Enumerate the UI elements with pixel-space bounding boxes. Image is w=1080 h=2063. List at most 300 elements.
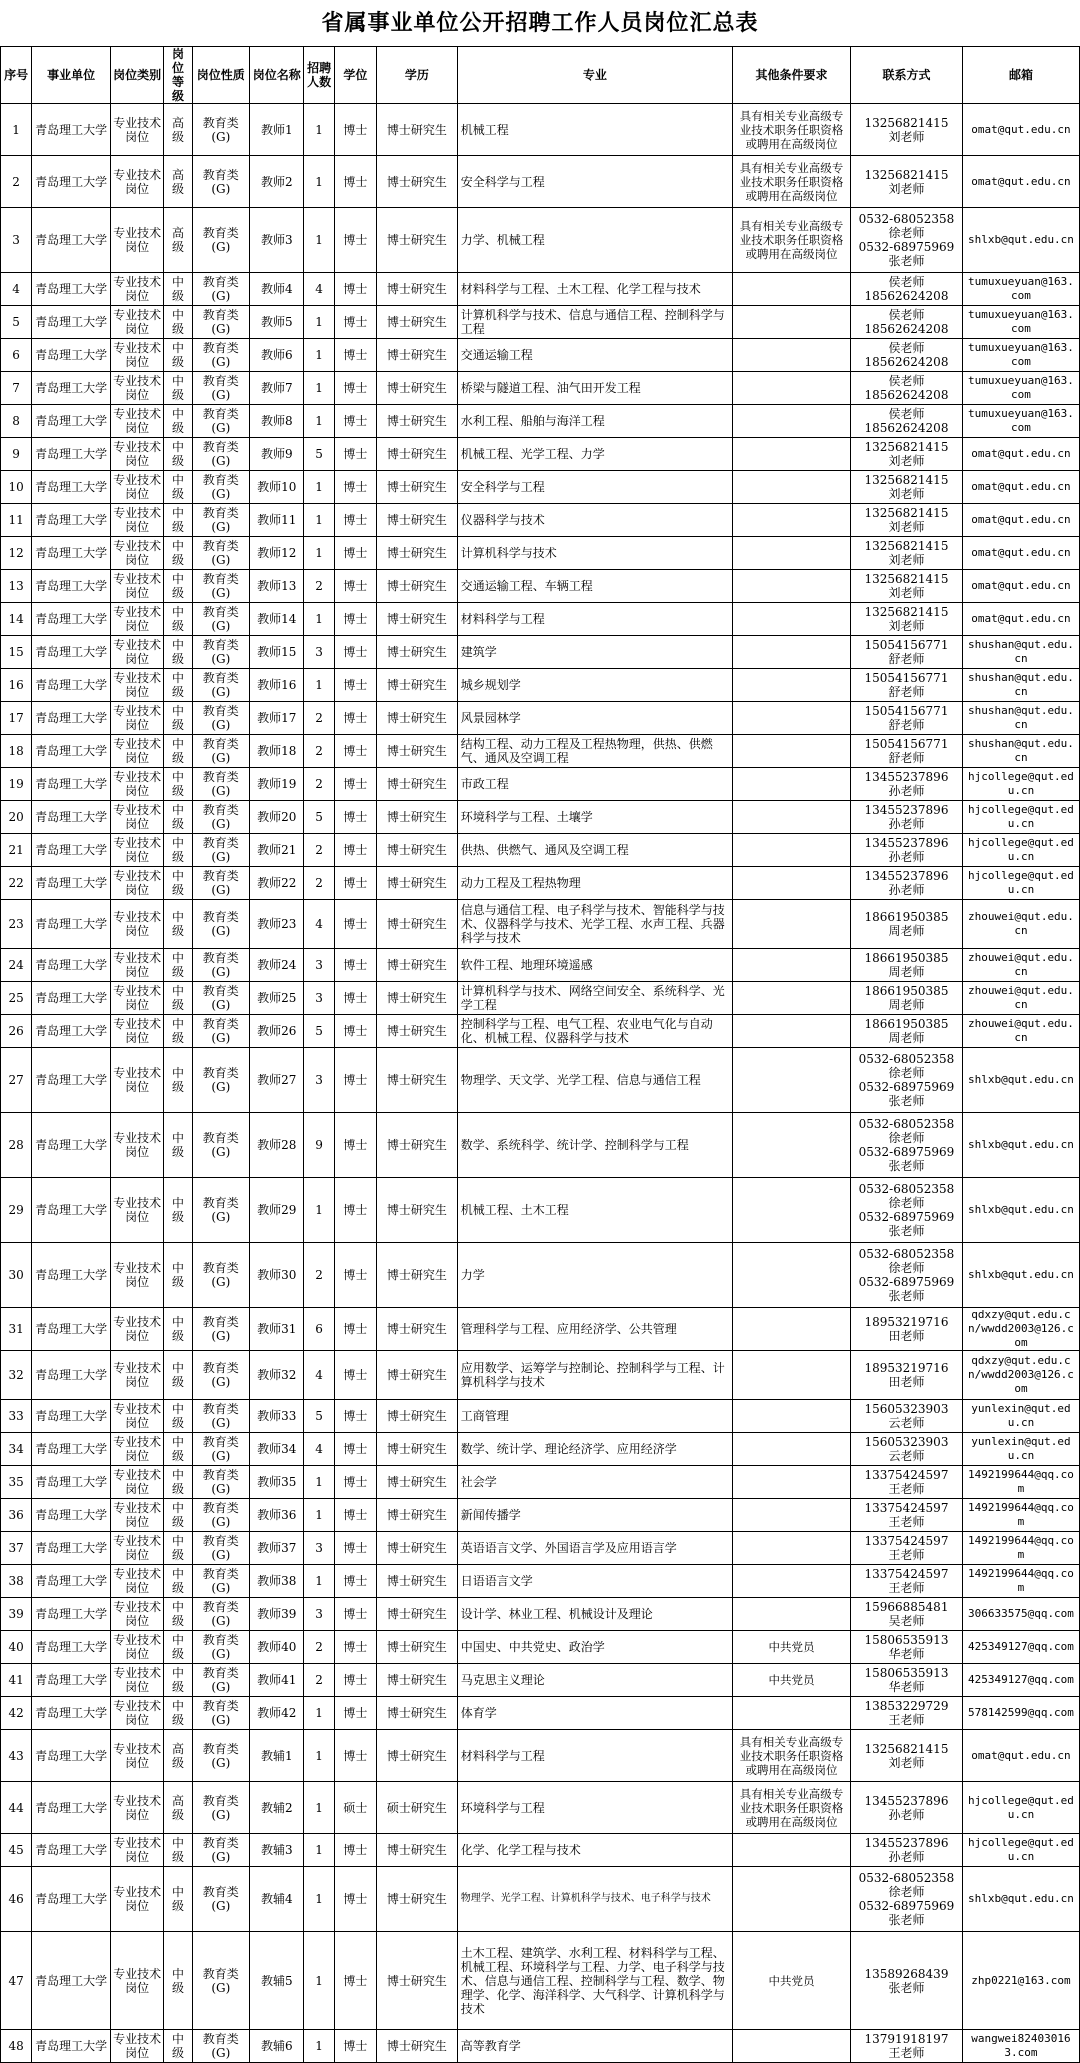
position-name: 教师11	[250, 504, 304, 537]
contact: 13455237896 孙老师	[851, 867, 963, 900]
row-number: 8	[1, 405, 32, 438]
email: omat@qut.edu.cn	[962, 570, 1079, 603]
hire-count: 1	[304, 1565, 334, 1598]
education: 博士研究生	[377, 405, 458, 438]
hire-count: 1	[304, 603, 334, 636]
email: shushan@qut.edu.cn	[962, 636, 1079, 669]
hire-count: 3	[304, 1048, 334, 1113]
requirements	[733, 1048, 851, 1113]
education: 博士研究生	[377, 1867, 458, 1932]
requirements	[733, 669, 851, 702]
unit-name: 青岛理工大学	[32, 1351, 111, 1400]
row-number: 35	[1, 1466, 32, 1499]
degree: 博士	[334, 900, 376, 949]
email: omat@qut.edu.cn	[962, 504, 1079, 537]
position-nature: 教育类(G)	[192, 867, 249, 900]
major: 安全科学与工程	[457, 471, 732, 504]
position-nature: 教育类(G)	[192, 1243, 249, 1308]
position-level: 中级	[164, 537, 192, 570]
major: 环境科学与工程	[457, 1782, 732, 1834]
table-row	[1, 1400, 1080, 1433]
degree: 博士	[334, 504, 376, 537]
position-nature: 教育类(G)	[192, 1932, 249, 2030]
position-category: 专业技术岗位	[110, 801, 163, 834]
row-number: 1	[1, 104, 32, 156]
row-number: 4	[1, 273, 32, 306]
position-category: 专业技术岗位	[110, 438, 163, 471]
position-nature: 教育类(G)	[192, 982, 249, 1015]
position-level: 高级	[164, 1782, 192, 1834]
degree: 博士	[334, 1867, 376, 1932]
position-category: 专业技术岗位	[110, 1730, 163, 1782]
unit-name: 青岛理工大学	[32, 982, 111, 1015]
hire-count: 1	[304, 1782, 334, 1834]
position-name: 教辅2	[250, 1782, 304, 1834]
table-row	[1, 471, 1080, 504]
requirements: 中共党员	[733, 1932, 851, 2030]
position-name: 教师7	[250, 372, 304, 405]
position-nature: 教育类(G)	[192, 104, 249, 156]
degree: 博士	[334, 702, 376, 735]
position-level: 中级	[164, 867, 192, 900]
position-category: 专业技术岗位	[110, 1048, 163, 1113]
row-number: 13	[1, 570, 32, 603]
degree: 博士	[334, 471, 376, 504]
table-row	[1, 1730, 1080, 1782]
unit-name: 青岛理工大学	[32, 1532, 111, 1565]
position-level: 中级	[164, 1048, 192, 1113]
position-name: 教师4	[250, 273, 304, 306]
hire-count: 3	[304, 949, 334, 982]
table-row	[1, 636, 1080, 669]
degree: 博士	[334, 537, 376, 570]
education: 博士研究生	[377, 1532, 458, 1565]
position-level: 中级	[164, 669, 192, 702]
table-row	[1, 1598, 1080, 1631]
unit-name: 青岛理工大学	[32, 1178, 111, 1243]
position-category: 专业技术岗位	[110, 1113, 163, 1178]
position-nature: 教育类(G)	[192, 900, 249, 949]
position-level: 中级	[164, 570, 192, 603]
position-name: 教师26	[250, 1015, 304, 1048]
contact: 13589268439 张老师	[851, 1932, 963, 2030]
hire-count: 1	[304, 1466, 334, 1499]
position-name: 教师42	[250, 1697, 304, 1730]
header-degree: 学位	[334, 47, 376, 104]
row-number: 33	[1, 1400, 32, 1433]
email: omat@qut.edu.cn	[962, 1730, 1079, 1782]
education: 博士研究生	[377, 1697, 458, 1730]
position-nature: 教育类(G)	[192, 1015, 249, 1048]
table-row	[1, 702, 1080, 735]
degree: 博士	[334, 1178, 376, 1243]
position-nature: 教育类(G)	[192, 1048, 249, 1113]
degree: 博士	[334, 867, 376, 900]
major: 信息与通信工程、电子科学与技术、智能科学与技术、仪器科学与技术、光学工程、水声工程、兵器科学与技术	[457, 900, 732, 949]
position-level: 中级	[164, 636, 192, 669]
education: 博士研究生	[377, 1015, 458, 1048]
email: yunlexin@qut.edu.cn	[962, 1433, 1079, 1466]
major: 机械工程	[457, 104, 732, 156]
position-nature: 教育类(G)	[192, 636, 249, 669]
email: 1492199644@qq.com	[962, 1532, 1079, 1565]
education: 博士研究生	[377, 735, 458, 768]
contact: 13375424597 王老师	[851, 1466, 963, 1499]
major: 材料科学与工程	[457, 603, 732, 636]
row-number: 26	[1, 1015, 32, 1048]
email: tumuxueyuan@163.com	[962, 306, 1079, 339]
position-name: 教师16	[250, 669, 304, 702]
requirements	[733, 1351, 851, 1400]
contact: 15966885481 吴老师	[851, 1598, 963, 1631]
unit-name: 青岛理工大学	[32, 603, 111, 636]
degree: 博士	[334, 1351, 376, 1400]
degree: 博士	[334, 949, 376, 982]
major: 水利工程、船舶与海洋工程	[457, 405, 732, 438]
degree: 博士	[334, 2030, 376, 2063]
major: 风景园林学	[457, 702, 732, 735]
hire-count: 1	[304, 208, 334, 273]
education: 博士研究生	[377, 949, 458, 982]
degree: 博士	[334, 669, 376, 702]
requirements	[733, 1466, 851, 1499]
education: 博士研究生	[377, 537, 458, 570]
table-row	[1, 2030, 1080, 2063]
row-number: 16	[1, 669, 32, 702]
email: 425349127@qq.com	[962, 1631, 1079, 1664]
row-number: 23	[1, 900, 32, 949]
education: 博士研究生	[377, 834, 458, 867]
table-row	[1, 1178, 1080, 1243]
position-name: 教师37	[250, 1532, 304, 1565]
major: 软件工程、地理环境遥感	[457, 949, 732, 982]
requirements	[733, 339, 851, 372]
contact: 13256821415 刘老师	[851, 438, 963, 471]
position-category: 专业技术岗位	[110, 768, 163, 801]
unit-name: 青岛理工大学	[32, 735, 111, 768]
requirements	[733, 900, 851, 949]
row-number: 12	[1, 537, 32, 570]
requirements: 具有相关专业高级专业技术职务任职资格或聘用在高级岗位	[733, 208, 851, 273]
contact: 13455237896 孙老师	[851, 1782, 963, 1834]
hire-count: 1	[304, 1932, 334, 2030]
requirements: 具有相关专业高级专业技术职务任职资格或聘用在高级岗位	[733, 1782, 851, 1834]
education: 博士研究生	[377, 1834, 458, 1867]
requirements	[733, 834, 851, 867]
contact: 18661950385 周老师	[851, 982, 963, 1015]
unit-name: 青岛理工大学	[32, 768, 111, 801]
contact: 18661950385 周老师	[851, 900, 963, 949]
contact: 13256821415 刘老师	[851, 104, 963, 156]
position-level: 中级	[164, 372, 192, 405]
major: 物理学、光学工程、计算机科学与技术、电子科学与技术	[457, 1867, 732, 1932]
major: 土木工程、建筑学、水利工程、材料科学与工程、机械工程、环境科学与工程、力学、电子科学与技术、信息与通信工程、控制科学与工程、数学、物理学、化学、海洋科学、大气科学、计算机科学与技术	[457, 1932, 732, 2030]
unit-name: 青岛理工大学	[32, 1664, 111, 1697]
position-name: 教师39	[250, 1598, 304, 1631]
row-number: 2	[1, 156, 32, 208]
position-name: 教师1	[250, 104, 304, 156]
position-category: 专业技术岗位	[110, 1631, 163, 1664]
major: 建筑学	[457, 636, 732, 669]
position-nature: 教育类(G)	[192, 372, 249, 405]
row-number: 45	[1, 1834, 32, 1867]
major: 结构工程、动力工程及工程热物理，供热、供燃气、通风及空调工程	[457, 735, 732, 768]
hire-count: 3	[304, 982, 334, 1015]
position-nature: 教育类(G)	[192, 1113, 249, 1178]
contact: 13256821415 刘老师	[851, 156, 963, 208]
email: wangwei824030163.com	[962, 2030, 1079, 2063]
contact: 13455237896 孙老师	[851, 801, 963, 834]
unit-name: 青岛理工大学	[32, 2030, 111, 2063]
position-name: 教师9	[250, 438, 304, 471]
position-category: 专业技术岗位	[110, 1308, 163, 1351]
position-category: 专业技术岗位	[110, 1499, 163, 1532]
header-education: 学历	[377, 47, 458, 104]
requirements	[733, 636, 851, 669]
position-category: 专业技术岗位	[110, 900, 163, 949]
requirements	[733, 306, 851, 339]
hire-count: 5	[304, 438, 334, 471]
position-name: 教师22	[250, 867, 304, 900]
position-name: 教师8	[250, 405, 304, 438]
row-number: 36	[1, 1499, 32, 1532]
position-category: 专业技术岗位	[110, 636, 163, 669]
education: 博士研究生	[377, 570, 458, 603]
position-nature: 教育类(G)	[192, 504, 249, 537]
requirements	[733, 603, 851, 636]
position-category: 专业技术岗位	[110, 1532, 163, 1565]
table-row	[1, 1532, 1080, 1565]
contact: 18661950385 周老师	[851, 949, 963, 982]
contact: 13375424597 王老师	[851, 1499, 963, 1532]
row-number: 28	[1, 1113, 32, 1178]
hire-count: 1	[304, 1867, 334, 1932]
major: 英语语言文学、外国语言学及应用语言学	[457, 1532, 732, 1565]
table-row	[1, 1433, 1080, 1466]
degree: 博士	[334, 104, 376, 156]
position-level: 高级	[164, 156, 192, 208]
position-nature: 教育类(G)	[192, 1598, 249, 1631]
email: shlxb@qut.edu.cn	[962, 208, 1079, 273]
position-category: 专业技术岗位	[110, 1932, 163, 2030]
education: 博士研究生	[377, 1113, 458, 1178]
email: tumuxueyuan@163.com	[962, 339, 1079, 372]
contact: 0532-68052358 徐老师 0532-68975969 张老师	[851, 1113, 963, 1178]
position-category: 专业技术岗位	[110, 1664, 163, 1697]
position-nature: 教育类(G)	[192, 1178, 249, 1243]
position-nature: 教育类(G)	[192, 1565, 249, 1598]
unit-name: 青岛理工大学	[32, 1048, 111, 1113]
contact: 0532-68052358 徐老师 0532-68975969 张老师	[851, 1048, 963, 1113]
position-level: 高级	[164, 1730, 192, 1782]
hire-count: 5	[304, 801, 334, 834]
education: 博士研究生	[377, 306, 458, 339]
requirements	[733, 273, 851, 306]
degree: 博士	[334, 1499, 376, 1532]
row-number: 46	[1, 1867, 32, 1932]
table-row	[1, 1932, 1080, 2030]
email: shushan@qut.edu.cn	[962, 702, 1079, 735]
position-nature: 教育类(G)	[192, 1664, 249, 1697]
requirements	[733, 405, 851, 438]
position-name: 教辅1	[250, 1730, 304, 1782]
position-level: 中级	[164, 1697, 192, 1730]
hire-count: 1	[304, 372, 334, 405]
unit-name: 青岛理工大学	[32, 1932, 111, 2030]
email: 425349127@qq.com	[962, 1664, 1079, 1697]
position-category: 专业技术岗位	[110, 1782, 163, 1834]
hire-count: 5	[304, 1015, 334, 1048]
table-row	[1, 1243, 1080, 1308]
position-nature: 教育类(G)	[192, 1782, 249, 1834]
header-position: 岗位名称	[250, 47, 304, 104]
position-name: 教师5	[250, 306, 304, 339]
education: 博士研究生	[377, 1308, 458, 1351]
position-level: 中级	[164, 1631, 192, 1664]
major: 市政工程	[457, 768, 732, 801]
requirements	[733, 768, 851, 801]
major: 动力工程及工程热物理	[457, 867, 732, 900]
contact: 15605323903 云老师	[851, 1400, 963, 1433]
contact: 侯老师 18562624208	[851, 339, 963, 372]
position-level: 中级	[164, 982, 192, 1015]
requirements: 中共党员	[733, 1664, 851, 1697]
contact: 13455237896 孙老师	[851, 768, 963, 801]
position-level: 中级	[164, 438, 192, 471]
education: 博士研究生	[377, 603, 458, 636]
table-row	[1, 504, 1080, 537]
major: 工商管理	[457, 1400, 732, 1433]
position-category: 专业技术岗位	[110, 834, 163, 867]
row-number: 19	[1, 768, 32, 801]
position-name: 教辅4	[250, 1867, 304, 1932]
unit-name: 青岛理工大学	[32, 104, 111, 156]
email: qdxzy@qut.edu.cn/wwdd2003@126.com	[962, 1308, 1079, 1351]
major: 安全科学与工程	[457, 156, 732, 208]
requirements	[733, 1308, 851, 1351]
major: 材料科学与工程、土木工程、化学工程与技术	[457, 273, 732, 306]
position-level: 中级	[164, 1466, 192, 1499]
position-level: 中级	[164, 471, 192, 504]
education: 博士研究生	[377, 1048, 458, 1113]
unit-name: 青岛理工大学	[32, 1565, 111, 1598]
header-requirements: 其他条件要求	[733, 47, 851, 104]
hire-count: 3	[304, 1532, 334, 1565]
row-number: 34	[1, 1433, 32, 1466]
major: 交通运输工程	[457, 339, 732, 372]
table-row	[1, 570, 1080, 603]
position-nature: 教育类(G)	[192, 1867, 249, 1932]
email: qdxzy@qut.edu.cn/wwdd2003@126.com	[962, 1351, 1079, 1400]
requirements: 具有相关专业高级专业技术职务任职资格或聘用在高级岗位	[733, 156, 851, 208]
position-category: 专业技术岗位	[110, 156, 163, 208]
position-nature: 教育类(G)	[192, 735, 249, 768]
hire-count: 1	[304, 1834, 334, 1867]
position-nature: 教育类(G)	[192, 156, 249, 208]
unit-name: 青岛理工大学	[32, 1782, 111, 1834]
table-row	[1, 1015, 1080, 1048]
row-number: 39	[1, 1598, 32, 1631]
position-name: 教师41	[250, 1664, 304, 1697]
position-name: 教师25	[250, 982, 304, 1015]
major: 设计学、林业工程、机械设计及理论	[457, 1598, 732, 1631]
unit-name: 青岛理工大学	[32, 1730, 111, 1782]
position-nature: 教育类(G)	[192, 834, 249, 867]
position-nature: 教育类(G)	[192, 208, 249, 273]
unit-name: 青岛理工大学	[32, 702, 111, 735]
degree: 博士	[334, 834, 376, 867]
degree: 博士	[334, 405, 376, 438]
email: hjcollege@qut.edu.cn	[962, 1834, 1079, 1867]
position-name: 教师2	[250, 156, 304, 208]
position-level: 中级	[164, 1867, 192, 1932]
position-level: 中级	[164, 1178, 192, 1243]
table-row	[1, 1466, 1080, 1499]
email: hjcollege@qut.edu.cn	[962, 867, 1079, 900]
hire-count: 4	[304, 273, 334, 306]
major: 力学、机械工程	[457, 208, 732, 273]
degree: 博士	[334, 208, 376, 273]
contact: 15806535913 华老师	[851, 1631, 963, 1664]
unit-name: 青岛理工大学	[32, 1631, 111, 1664]
position-level: 中级	[164, 273, 192, 306]
position-category: 专业技术岗位	[110, 1565, 163, 1598]
requirements	[733, 504, 851, 537]
education: 博士研究生	[377, 1243, 458, 1308]
email: shlxb@qut.edu.cn	[962, 1113, 1079, 1178]
contact: 13791918197 王老师	[851, 2030, 963, 2063]
table-row	[1, 306, 1080, 339]
unit-name: 青岛理工大学	[32, 900, 111, 949]
contact: 侯老师 18562624208	[851, 273, 963, 306]
position-level: 中级	[164, 504, 192, 537]
hire-count: 2	[304, 1631, 334, 1664]
position-name: 教师40	[250, 1631, 304, 1664]
degree: 博士	[334, 1631, 376, 1664]
table-row	[1, 405, 1080, 438]
position-nature: 教育类(G)	[192, 702, 249, 735]
major: 管理科学与工程、应用经济学、公共管理	[457, 1308, 732, 1351]
hire-count: 1	[304, 1499, 334, 1532]
position-nature: 教育类(G)	[192, 438, 249, 471]
position-level: 中级	[164, 306, 192, 339]
contact: 13375424597 王老师	[851, 1565, 963, 1598]
position-level: 中级	[164, 1015, 192, 1048]
requirements	[733, 1499, 851, 1532]
row-number: 7	[1, 372, 32, 405]
position-nature: 教育类(G)	[192, 339, 249, 372]
requirements	[733, 1243, 851, 1308]
row-number: 48	[1, 2030, 32, 2063]
education: 博士研究生	[377, 1178, 458, 1243]
hire-count: 2	[304, 768, 334, 801]
table-row	[1, 1834, 1080, 1867]
degree: 博士	[334, 1308, 376, 1351]
position-nature: 教育类(G)	[192, 1834, 249, 1867]
requirements: 具有相关专业高级专业技术职务任职资格或聘用在高级岗位	[733, 1730, 851, 1782]
education: 博士研究生	[377, 438, 458, 471]
contact: 13256821415 刘老师	[851, 471, 963, 504]
requirements	[733, 372, 851, 405]
row-number: 6	[1, 339, 32, 372]
unit-name: 青岛理工大学	[32, 537, 111, 570]
position-category: 专业技术岗位	[110, 1697, 163, 1730]
position-name: 教师20	[250, 801, 304, 834]
positions-table	[0, 46, 1080, 2063]
position-nature: 教育类(G)	[192, 1351, 249, 1400]
hire-count: 2	[304, 702, 334, 735]
requirements	[733, 1015, 851, 1048]
